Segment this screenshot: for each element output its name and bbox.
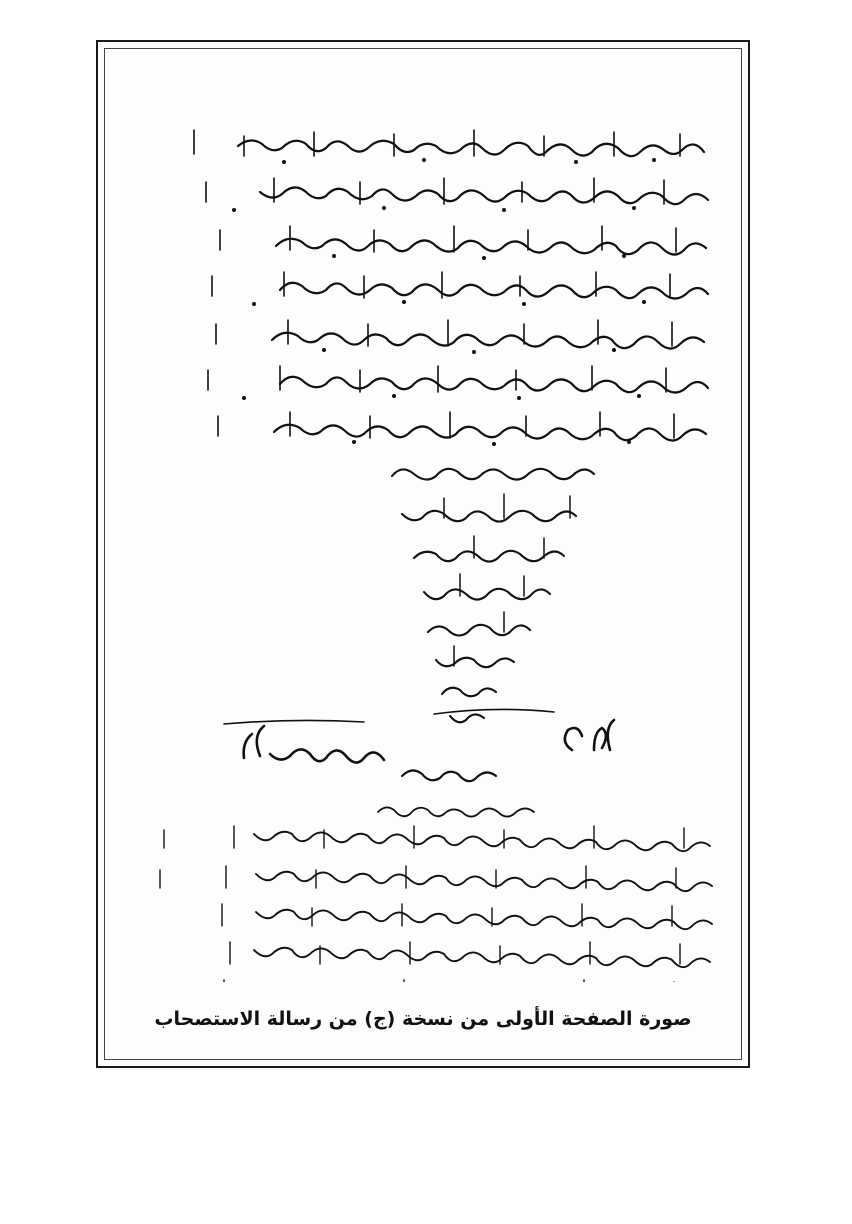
lower-text-block xyxy=(160,826,712,982)
author-line xyxy=(402,770,496,781)
page-caption: صورة الصفحة الأولى من نسخة (ج) من رسالة الاستصحاب xyxy=(154,1008,692,1030)
manuscript-handwriting xyxy=(124,82,724,982)
upper-text-block xyxy=(194,130,708,446)
manuscript-image xyxy=(124,82,724,982)
page-frame xyxy=(96,40,750,1068)
basmala-line xyxy=(378,807,534,816)
colophon-triangle xyxy=(392,469,594,722)
treatise-title xyxy=(224,709,614,762)
